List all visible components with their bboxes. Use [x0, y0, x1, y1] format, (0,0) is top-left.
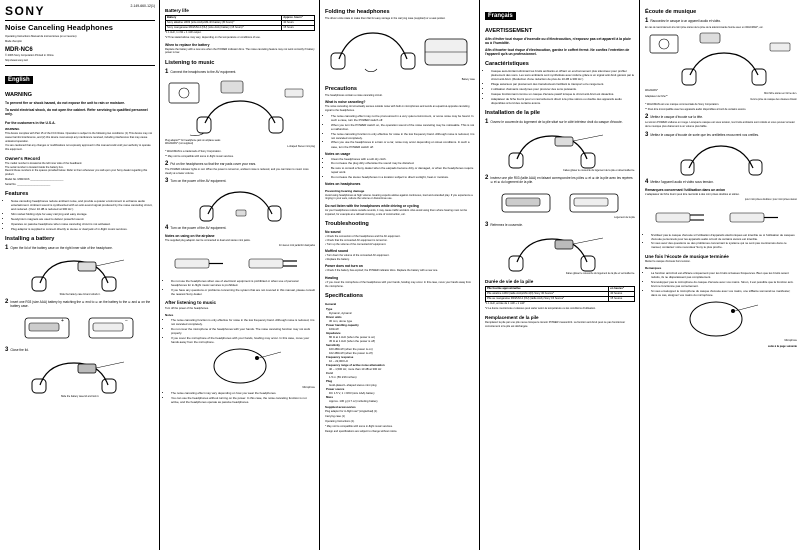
fr-headphone-connection-illustration	[646, 29, 796, 89]
spec-value: DC 1.5 V, 1 × R03 (size AAA) battery	[329, 390, 375, 395]
spec-value: 80 Ω at 1 kHz (when the power is on) 45 Ω at 1 kHz (when the power is off)	[329, 334, 376, 343]
spec-key: Frequency response	[326, 354, 354, 359]
note-item: • Clean the headphones with a soft dry cloth.	[331, 157, 475, 161]
ts-body: • If you cover the microphone of the headphones with your hands, howling may occur. In this case, move your hands away from the microphone.	[325, 281, 472, 288]
feature-item: • Neodymium magnets are used to deliver powerful sound.	[11, 217, 155, 221]
step-text: Ouvrez le couvercle du logement de la pile situé sur le côté intérieur droit du casque d'écoute.	[490, 119, 623, 124]
battery-lid-caption: Slide the battery case lid and unlock it.	[59, 292, 101, 296]
step-number: 4	[165, 225, 169, 232]
svg-text:−: −	[125, 318, 128, 325]
usa-title: For the customers in the U.S.A.	[5, 120, 56, 125]
fr-battery-lid-figure	[485, 127, 635, 172]
owner-record-body: The model number is located at the left inner side of the headband. The serial number is located inside the battery box. Record these numbers in the spaces provided below. Refer to them whenever you call upon your Sony dealer regarding this product.	[5, 162, 148, 177]
fr-battery-note-1: *1 1 kHz, entrée de 1 mW + 1 mW	[485, 302, 525, 306]
usa-body-2: You are cautioned that any changes or modifications not expressly approved in this manual could void your authority to operate this equipment.	[5, 144, 151, 152]
spec-row	[325, 399, 475, 403]
warning-line-2: To avoid electrical shock, do not open the cabinet. Refer servicing to qualified personnel only.	[5, 107, 148, 116]
note-item: • The noise canceling function is only effective for noise in the low frequency band. Although noise is reduced, it is not canceled completely.	[171, 318, 315, 326]
fr-adaptor-label: Adaptateur de fiche**	[645, 95, 668, 98]
cell: 40 hours	[282, 20, 315, 25]
spec-key: Sensitivity	[326, 342, 340, 347]
note-item: • When you turn the POWER switch on, the operation sound of the noise canceling may be noticeable. This is not a malfunction.	[331, 123, 475, 131]
note-item: • Do not leave the stereo headphones in a location subject to direct sunlight, heat or moisture.	[331, 175, 475, 179]
spec-key: Plug	[326, 378, 333, 383]
fr-install-step-2	[485, 175, 635, 184]
spec-key: Mass	[326, 394, 333, 399]
feature-item: • Slim swivel folding style for easy carrying and easy storage.	[11, 212, 155, 216]
plug-adaptor-illustration	[165, 249, 315, 277]
microphone-location-illustration	[185, 346, 295, 386]
battery-life-table	[165, 15, 315, 32]
usa-body: This device complies with Part 15 of the FCC Rules. Operation is subject to the following two conditions: (1) This device may not cause harmful interference, and (2) this device must accept any interference received, including interference that may cause undesired operation.	[5, 132, 152, 143]
ecoute-musique-title: Écoute de musique	[645, 9, 697, 15]
column-4	[480, 0, 640, 550]
precautions-title: Precautions	[325, 85, 358, 92]
ts-heading: Muffled sound	[325, 249, 349, 254]
step-text: Turn on the power of the AV equipment.	[170, 226, 227, 231]
fr-avion-body: L'adaptateur de fiche fourni peut être raccordé à des mini prises doubles et stéréo.	[645, 192, 740, 196]
avertissement-title: AVERTISSEMENT	[485, 28, 533, 34]
walkman-trademark-note: * WALKMAN is a trademark of Sony Corporation.	[165, 149, 222, 153]
remplacement-pile-title: Remplacement de la pile	[485, 314, 539, 320]
warning-title: WARNING	[5, 91, 33, 98]
cell: 15 heures	[609, 296, 635, 301]
step-number: 1	[485, 118, 489, 125]
step-text: Raccordez le casque à un appareil audio et vidéo.	[650, 19, 722, 23]
part-number: 2-149-660-12(1)	[130, 4, 155, 8]
spec-value: 10 – 22,000 Hz	[329, 358, 348, 363]
feature-item: • Plug adaptor is supplied to connect directly to stereo or dual jack of in-flight music services.	[11, 227, 155, 231]
battery-note-1: *1 1 kHz, 1 mW + 1 mW output.	[165, 31, 202, 35]
step-number: 3	[165, 178, 169, 185]
battery-lid-figure	[5, 253, 155, 296]
fr-lid-lock-caption: Faites glisser le couvercle du logement de la pile et verrouillez-le.	[565, 272, 635, 275]
battery-insertion-illustration	[15, 310, 145, 344]
col-header: en heures*	[609, 286, 635, 291]
note-item: • N'utilisez pas le casque d'écoute si l'utilisation d'appareils électroniques est interdite ou si l'utilisation de casques d'écoute personnels pour les appareils audio à bord de certains avions est interdite.	[651, 233, 797, 241]
design-note: Design and specifications are subject to change without notice.	[325, 429, 398, 433]
fr-battery-insert-figure	[485, 186, 635, 219]
note-item: • Do not leave the plug dirty otherwise the sound may be distorted.	[331, 161, 475, 165]
spec-key: Cord	[326, 370, 333, 375]
feature-item: • Noise canceling headphones reduce ambient noise, and provide a quieter environment to enhance audio entertainment. Ambient sound is synthesized with an anti-sound signal produced by the noise canceling circuit, and reduced. (Over 10 dB is reduced at 300 Hz.)	[11, 199, 155, 211]
step-text: Put on the headphones so that the ear pads cover your ears.	[170, 162, 257, 167]
wearing-figure	[165, 186, 315, 222]
fr-walkman-trademark-note: * WALKMAN est une marque commerciale de Sony Corporation.	[645, 103, 720, 106]
feature-item: • Casque auto-limitant éliminant les bruits ambiants et offrant un environnement plus silencieux pour profiter pleinement des sons. Les sons ambiants sont synthétisés avec réduire grâce à un signal anti-bruit généré par le circuit anti-bruit. (Réduction d'une réduction de plus de 10 dB à 300 Hz.)	[491, 69, 635, 81]
feature-item: • Pliage astucieux par pivotement des transducteurs facilitant le transport et le rangement.	[491, 82, 635, 86]
step-text: Insert one R03 (size AAA) battery by matching the ⊖ end to ⊖ on the battery to the ⊖ and ⊕ on the battery case.	[10, 299, 151, 309]
spec-key: Driver units	[326, 314, 342, 319]
ts-body: • Turn down the volume of the connected AV equipment. • Replace the battery.	[325, 254, 390, 261]
folding-figure	[325, 23, 475, 81]
column-1	[0, 0, 160, 550]
features-title: Features	[5, 191, 29, 198]
what-is-nc-title: What is noise canceling?	[325, 100, 366, 105]
supplied-note: * May not be compatible with some in-flight music services.	[325, 424, 393, 428]
fr-power-indicator-note: Le témoin POWER s'allume en rouge. Lorsque le casque est sous tension, les bruits ambiants sont réduits et vous pouvez écouter de la musique plus clairement à un volume plus faible.	[645, 121, 795, 129]
after-notes-list-2	[171, 391, 315, 404]
walkman-caption: WALKMAN* (not supplied)	[165, 141, 194, 145]
fr-connection-figure	[645, 26, 797, 101]
note-item: • Be sure to consult a Sony dealer when the earpads become dirty or damaged, or when the headphones require repair work.	[331, 166, 475, 174]
airplane-jack-caption: for stereo mini jacks/for dual jacks	[278, 244, 315, 248]
fr-walkman-label: WALKMAN*	[645, 89, 658, 92]
owner-model-field: Model No. MDR-NC6 _______________________	[5, 177, 64, 181]
cell: 15 hours	[282, 25, 315, 30]
listening-step-3	[165, 178, 315, 184]
notes-on-headphones-title: Notes on headphones	[325, 182, 361, 187]
install-step-3	[5, 347, 155, 353]
spec-key: Type	[326, 306, 333, 311]
cell: Sony manganese R03/UM-4 (NU) (size AAA) battery (15 hours)*	[166, 25, 282, 30]
battery-note-2: *2 Time stated above may vary, depending on the temperature or conditions of use.	[165, 35, 261, 39]
spec-key: Frequency range of active noise attenuation	[326, 362, 385, 367]
fr-avion-jack-caption: pour mini prises doubles / pour mini prises stéréo	[744, 197, 797, 201]
note-item: • N'enveloppez pas le microphone du casque d'écoute avec vos mains. Sinon, il est possible que la fonction anti-bruit ne fonctionne pas correctement.	[651, 280, 797, 288]
supplied-item: Carrying case (1)	[325, 415, 345, 419]
ts-body: • Check the connection of the headphones and the AV equipment. • Check that the connected AV equipment is turned on. • Turn up the volume of the connected AV equipment.	[325, 235, 401, 246]
spec-key: Power handling capacity	[326, 322, 359, 327]
duree-vie-pile-title: Durée de vie de la pile	[485, 279, 534, 284]
fr-fin-notes-title: Remarques	[645, 266, 662, 271]
fr-microphone-label: Microphone	[784, 339, 797, 343]
column-3	[320, 0, 480, 550]
warning-line-1: To prevent fire or shock hazard, do not expose the unit to rain or moisture.	[5, 100, 126, 105]
after-notes-list	[171, 318, 315, 344]
battery-insert-figure	[5, 310, 155, 344]
fr-listening-step-2	[645, 114, 797, 120]
column-2	[160, 0, 320, 550]
connection-figure	[165, 77, 315, 148]
step-number: 3	[645, 131, 649, 138]
notes-on-usage-title: Notes on usage	[325, 151, 351, 156]
fr-microphone-figure	[645, 299, 797, 342]
replace-battery-title: When to replace the battery	[165, 42, 210, 47]
page-title: Noise Canceling Headphones	[5, 23, 114, 32]
fr-avion-notes	[651, 233, 797, 250]
fr-avion-title: Remarques concernant l'utilisation dans un avion	[645, 187, 726, 192]
feature-item: • L'utilisation d'aimants néodymes pour procurer des sons puissants.	[491, 87, 635, 91]
power-indicator-note: The POWER indicator lights in red. When the power is turned on, ambient noise is reduced, and you can listen to music more clearly at a lower volume.	[165, 168, 309, 175]
subtitle-1: Operating Instructions Manual de instrucciones (en el reverso)	[5, 35, 77, 38]
fr-battery-insertion-illustration	[490, 186, 630, 216]
fr-battery-lock-figure	[485, 230, 635, 275]
specifications-title: Specifications	[325, 293, 363, 300]
step-number: 2	[165, 161, 169, 168]
listening-step-4	[165, 225, 315, 231]
replace-battery-body: Replace the battery with a new one when the POWER indicator dims. The noise canceling feature may not work correctly if battery power is low.	[165, 47, 315, 55]
avertissement-line-1: Afin d'éviter tout risque d'incendie ou d'électrocution, n'exposez pas cet appareil à la pluie ou à l'humidité.	[485, 37, 631, 45]
ts-body: • Check if the battery has expired; the POWER indicator dims. Replace the battery with a new one.	[325, 269, 439, 273]
microphone-label: Microphone	[302, 385, 315, 389]
features-list	[11, 199, 155, 231]
continued-footer: suite à la page suivante	[767, 345, 797, 349]
step-number: 3	[5, 347, 9, 354]
cell: Pile alcaline LR03 (taille AAA)/AM-4(N) Sony 30 heures*	[486, 291, 609, 296]
ts-heading: Power does not turn on	[325, 264, 363, 269]
precautions-intro: The headphones contain a noise canceling circuit.	[325, 93, 383, 97]
language-bar-french: Français	[485, 12, 516, 20]
note-item: • La fonction anti-bruit est efficace uniquement pour les bruits à basses fréquences. Bien que les bruits soient réduits, ils ne disparaissent pas complètement.	[651, 271, 797, 279]
copyright: © 2006 Sony Corporation Printed in China	[5, 54, 54, 58]
cell: 40 heures	[609, 291, 635, 296]
fr-seat-jack-label: Vers la prise de casque des vitesses d'avion	[750, 98, 797, 101]
step-text: Close the lid.	[10, 348, 29, 353]
microphone-figure	[165, 346, 315, 389]
installation-pile-title: Installation de la pile	[485, 109, 541, 116]
owner-record-title: Owner's Record	[5, 155, 41, 161]
headphone-battery-lid-illustration	[20, 253, 140, 293]
note-item: • When you use the headphones in a train or a car, noise may occur depending on street conditions. In such a case, turn the POWER switch off.	[331, 140, 475, 148]
spec-value: 30 mm, dome type	[329, 318, 353, 323]
sony-logo: SONY	[5, 4, 46, 18]
sony-url: http://www.sony.net/	[5, 59, 29, 63]
specifications-table	[325, 307, 475, 403]
fr-microphone-location-illustration	[666, 299, 776, 339]
fr-battery-case-label: Logement de la pile	[614, 216, 635, 219]
step-text: Mettez le casque d'écoute de sorte que les oreillettes recouvrent vos oreilles.	[650, 132, 760, 137]
airplane-title: Notes on using on the airplane	[165, 234, 215, 239]
note-item: • The noise canceling effect may not be pronounced in a very quiet environment, or some noise may be heard. In such a case, turn the POWER switch off.	[331, 114, 475, 122]
step-text: Refermez le couvercle.	[490, 223, 523, 227]
fr-install-step-3	[485, 222, 635, 228]
adaptor-compat-note: ** May not be compatible with some in-flight music services.	[165, 154, 234, 158]
spec-row	[325, 335, 475, 343]
col-header: Pile fournie approximative	[486, 286, 609, 291]
step-text: Connect the headphones to the AV equipment.	[170, 69, 237, 74]
fr-headphone-battery-lid-illustration	[495, 127, 625, 169]
fr-plug-adaptor-figure	[645, 203, 797, 231]
note-item: • The noise canceling effect may vary depending on how you wear the headphones.	[171, 391, 315, 395]
step-text: Mettez l'appareil audio et vidéo sous tension.	[650, 179, 714, 184]
headphone-connection-illustration	[165, 77, 315, 139]
preventing-hearing-damage-body: Avoid using headphones at high volume. Hearing experts advise against continuous, loud and extended play. If you experience a ringing in your ears, reduce the volume or discontinue use.	[325, 193, 473, 201]
note-item: • Si vous enveloppez le microphone du casque d'écoute avec vos mains, une sifflante sonnerait se manifester; dans ce cas, éloignez vos mains du microphone.	[651, 289, 797, 297]
feature-item: • Operates on passive headphone when noise canceling circuit is not activated.	[11, 222, 155, 226]
specs-general-label: General	[325, 301, 337, 306]
fr-l-plug-label: Mini fiche stéréo en forme de L	[764, 92, 797, 95]
install-step-1	[5, 245, 155, 251]
fr-adaptor-compat-note: ** Peut être incompatible avec les appareils audio disponibles à bord de certains avions.	[645, 107, 747, 111]
note-item: • The noise canceling function is only effective for noise in the low frequency band. Although noise is reduced, it is not canceled completely.	[331, 132, 475, 140]
cell: Sony alkaline LR03 (size AAA)/AM-4N battery (B hours)*	[166, 20, 282, 25]
language-bar-english: English	[5, 76, 33, 84]
fr-fin-notes-list	[651, 271, 797, 297]
plug-adaptor-figure	[165, 249, 315, 277]
step-number: 2	[5, 298, 9, 305]
troubleshooting-title: Troubleshooting	[325, 221, 369, 228]
fr-wearing-figure	[645, 140, 797, 176]
plug-adaptor-caption: Plug adaptor** for headphone jack on airplane seats	[165, 138, 221, 142]
what-is-nc-body: The noise canceling circuit actually senses outside noise with built-in microphones and sends an equal-but-opposite canceling signal to the headphones.	[325, 105, 470, 112]
install-step-2	[5, 299, 155, 308]
wearing-headphones-illustration	[180, 186, 300, 222]
notes-on-usage-list	[331, 157, 475, 180]
spec-row	[325, 347, 475, 355]
airplane-notes	[171, 279, 315, 296]
owner-serial-field: Serial No. _______________________	[5, 182, 51, 186]
spec-value: Approx. 130 g (4.7 oz) including battery	[329, 398, 378, 403]
step-number: 4	[645, 178, 649, 185]
step-number: 3	[485, 222, 489, 228]
spec-value: 1.5 m (59 1⁄16 inches)	[329, 374, 357, 379]
driving-warning-title: Do not listen with the headphones while driving or cycling	[325, 204, 419, 209]
subtitle-2: Mode d'emploi	[5, 39, 22, 43]
fr-wearing-headphones-illustration	[661, 140, 781, 176]
note-item: • If you have any questions or problems concerning the system that are not covered in this manual, please consult the nearest Sony dealer.	[171, 288, 315, 296]
remplacement-pile-body: Remplacez la pile par une pile neuve lorsque le témoin POWER s'assombrit. La fonction anti-bruit peut ne pas fonctionner correctement si la pile est déchargée.	[485, 321, 626, 328]
preventing-hearing-damage-title: Preventing hearing damage	[325, 188, 365, 193]
step-number: 1	[5, 244, 9, 251]
feature-item: • Adaptateur de fiche fourni pour un raccordement direct à la prise stéréo ou double des appareils audio disponibles à bord des certains avions.	[491, 97, 635, 105]
usa-subtitle: WARNING	[5, 127, 20, 132]
duree-vie-table	[485, 286, 635, 303]
spec-key: Impedance	[326, 330, 341, 335]
fr-fin-ecoute-title: Une fois l'écoute de musique terminée	[645, 253, 729, 259]
precautions-bullets	[331, 114, 475, 149]
fr-battery-note-2: *2 La durée mentionnée ci-dessus peut varier selon la température ou les conditions d'utilisation.	[485, 306, 596, 310]
model-number: MDR-NC6	[5, 47, 33, 54]
folding-headphones-illustration	[325, 23, 475, 78]
after-listening-body: Turn off the power of the headphones.	[165, 306, 209, 310]
headphone-lock-lid-illustration	[20, 355, 140, 395]
spec-value: Dynamic, dynamic	[329, 310, 352, 315]
fr-fin-ecoute-body: Mettez le casque d'écoute hors tension.	[645, 260, 691, 264]
feature-item: • Casque fonctionnant comme un casque d'écoute passif lorsque le circuit anti-bruit est désactivé.	[491, 92, 635, 96]
supplied-item: Operating Instructions (1)	[325, 419, 355, 423]
cell: Pile au manganèse R03/UM-4 (NU) (taille AAA) Sony 15 heures*	[486, 296, 609, 301]
note-item: • If you cover the microphone of the headphones with your hands, howling may occur. In this case, move your hands away from the microphone.	[171, 336, 315, 344]
note-item: • Do not use the headphones when use of electronic equipment is prohibited or when use of personal headphones for in-flight music services is prohibited.	[171, 279, 315, 287]
listening-step-2	[165, 161, 315, 167]
step-number: 2	[485, 174, 489, 181]
fr-walkman-connection-caption: En cas de raccordement à la mini prise stéréo de la prise de la télécommande fournie avec un WALKMAN*, etc.	[645, 26, 764, 29]
fr-listening-step-3	[645, 132, 797, 138]
avertissement-line-2: Afin d'écarter tout risque d'électrocution, gardez le coffret fermé. Ne confiez l'entretien de l'appareil qu'à un professionnel.	[485, 48, 630, 56]
step-number: 1	[645, 18, 649, 24]
supplied-accessories-title: Supplied accessories	[325, 405, 356, 410]
listening-title: Listening to music	[165, 59, 215, 66]
ts-heading: No sound	[325, 230, 341, 235]
step-text: Open the lid of the battery case on the right inner side of the headphone.	[10, 245, 113, 250]
install-battery-title: Installing a battery	[5, 235, 55, 242]
l-plug-caption: L-shaped Stereo mini plug	[287, 144, 315, 148]
step-text: Mettez le casque d'écoute sur la tête.	[650, 115, 704, 120]
col-header: Approx. hours*	[282, 15, 315, 20]
fr-install-step-1	[485, 119, 635, 125]
note-item: • You can use the headphones without turning on the power. In this case, the noise canceling function is not active, and the headphones operate as passive headphones.	[171, 396, 315, 404]
after-notes-title: Notes	[165, 312, 174, 317]
caracteristiques-list	[491, 69, 635, 105]
battery-lock-caption: Slide the battery case lid and lock it.	[60, 395, 100, 399]
airplane-body: The supplied plug adaptor can be connected to dual and stereo mini jacks.	[165, 239, 251, 243]
step-text: Turn on the power of the AV equipment.	[170, 179, 227, 184]
col-header: Battery	[166, 15, 282, 20]
battery-lock-figure	[5, 355, 155, 398]
column-5	[640, 0, 802, 550]
fr-listening-step-4	[645, 179, 797, 185]
after-listening-title: After listening to music	[165, 300, 217, 306]
fr-listening-step-1	[645, 18, 797, 24]
table-row	[166, 25, 315, 30]
svg-text:+: +	[61, 318, 64, 325]
step-number: 1	[165, 68, 169, 75]
supplied-item: Plug adaptor for in-flight use* (single/dual) (1)	[325, 410, 378, 414]
note-item: • Do not cover the microphone of the headphones with your hands. The noise canceling function may not work properly.	[171, 327, 315, 335]
caracteristiques-title: Caractéristiques	[485, 61, 529, 67]
fr-headphone-lock-lid-illustration	[495, 230, 625, 272]
carrying-case-label: Battery case	[461, 77, 475, 81]
table-row	[486, 296, 635, 301]
folding-title: Folding the headphones	[325, 9, 390, 15]
step-number: 2	[645, 114, 649, 121]
spec-key: Power source	[326, 386, 345, 391]
spec-value: 40 – 1,500 Hz, more than 10 dB at 300 Hz	[329, 366, 382, 371]
battery-life-title: Battery life	[165, 8, 189, 13]
driving-warning-body: As your headphones reduce outside sounds, it may cause traffic accident. Also avoid using them where hearing must not be impaired, for example at a railroad crossing, a site of construction, etc.	[325, 209, 468, 216]
listening-step-1	[165, 69, 315, 75]
spec-value: 100 dB/mW (when the power is on) 102 dB/mW (when the power is off)	[329, 346, 373, 355]
note-item: • Si vous avez des questions ou des problèmes concernant le système qui ne sont pas mentionnés dans ce manuel, contactez votre revendeur Sony le plus proche.	[651, 241, 797, 249]
spec-value: 100mW	[329, 326, 339, 331]
ts-heading: Howling	[325, 276, 339, 281]
spec-value: Gold-plated L-shaped stereo mini plug	[329, 382, 377, 387]
folding-body: The driver units rotate to make them flat for easy storage in the carrying case (supplied) or a seat pocket.	[325, 17, 446, 20]
fr-lid-unlock-caption: Faites glisser le couvercle du logement de la pile et déverrouillez-le.	[563, 168, 635, 172]
step-text: Insérez une pile R03 (taille AAA) en faisant correspondre les pôles ⊖ et ⊕ de la pile avec les repères ⊖ et ⊕ du logement de la pile.	[490, 175, 633, 184]
fr-plug-adaptor-illustration	[646, 203, 796, 231]
